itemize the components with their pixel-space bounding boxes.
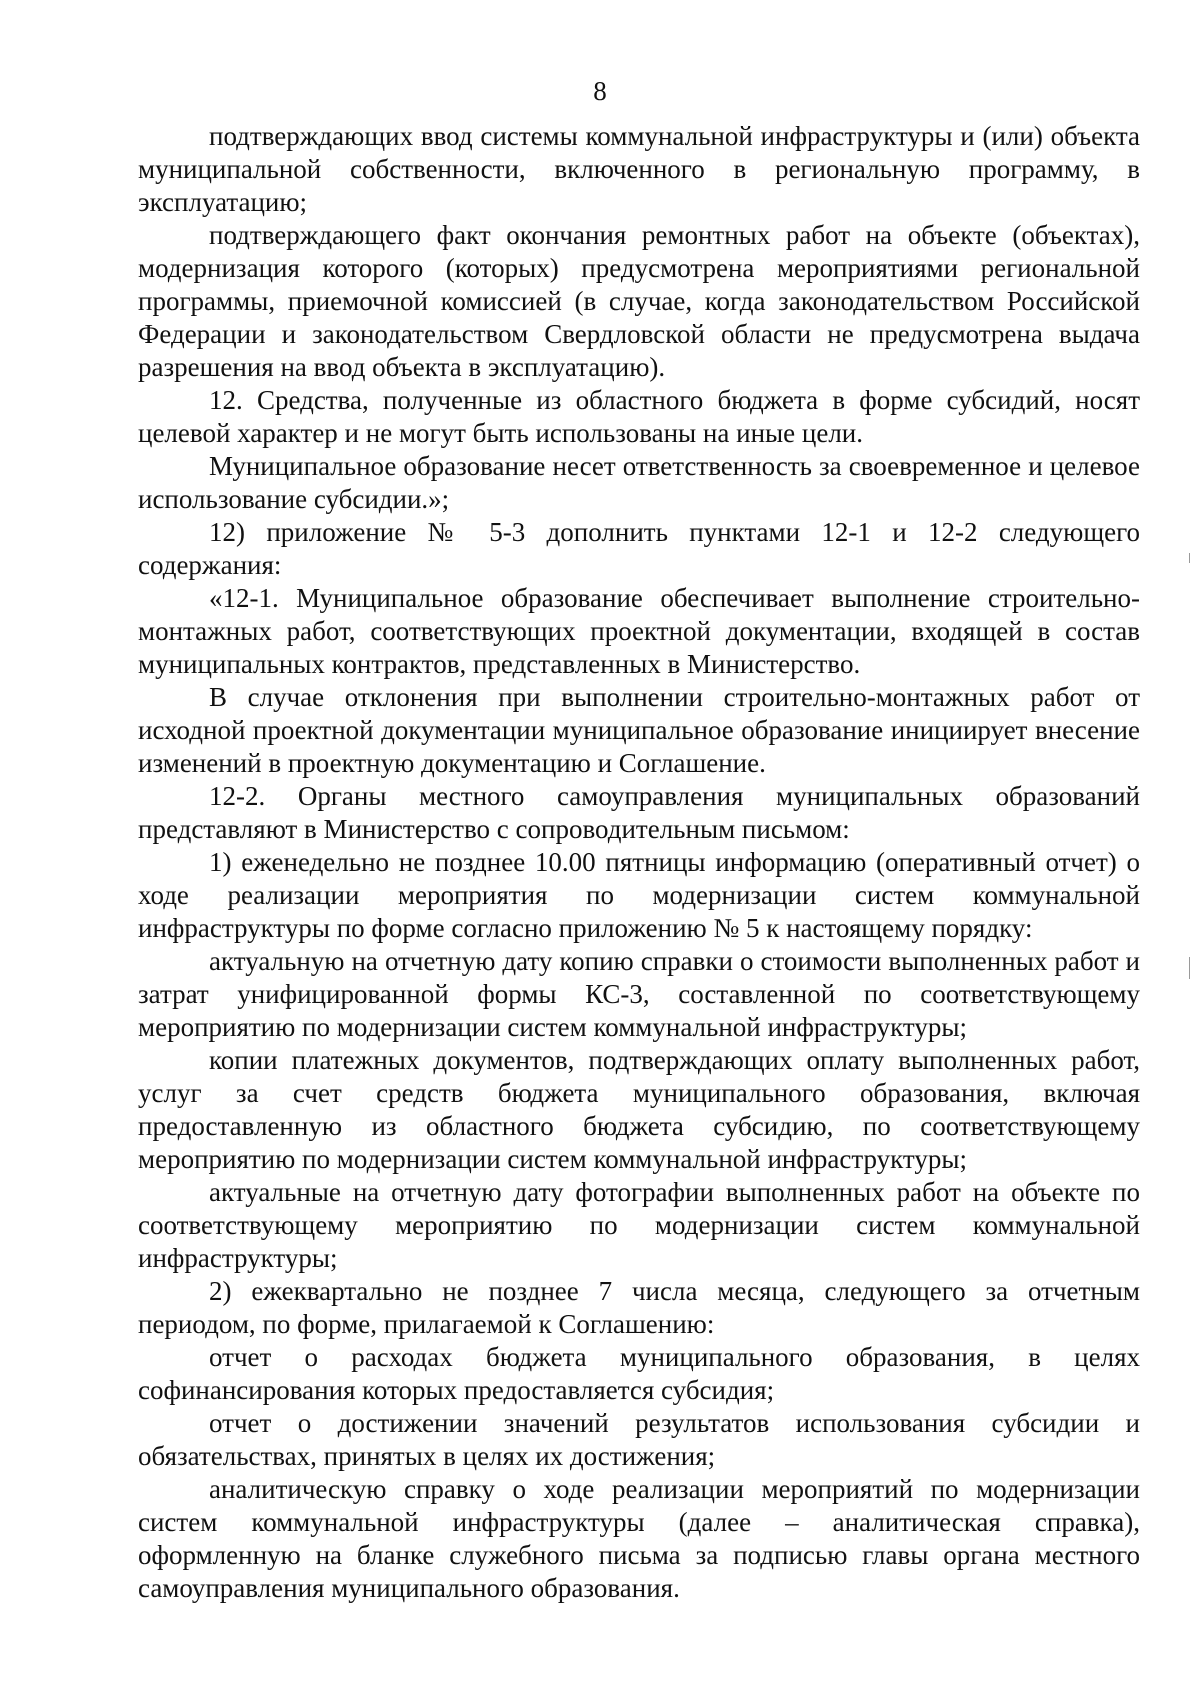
scan-edge-mark [1189, 553, 1190, 563]
paragraph: копии платежных документов, подтверждающих оплату выполненных работ, услуг за счет средств бюджета муниципального образования, включая предоставленную из областного бюджета субсидию, по соответствующему мероприятию по модернизации систем коммунальной инфраструктуры; [138, 1045, 1140, 1174]
paragraph: 12) приложение № 5-3 дополнить пунктами 12-1 и 12-2 следующего содержания: [138, 517, 1140, 580]
paragraph: отчет о достижении значений результатов использования субсидии и обязательствах, принятых в целях их достижения; [138, 1408, 1140, 1471]
paragraph: 12. Средства, полученные из областного бюджета в форме субсидий, носят целевой характер и не могут быть использованы на иные цели. [138, 385, 1140, 448]
document-body [138, 120, 1140, 1605]
paragraph: актуальные на отчетную дату фотографии выполненных работ на объекте по соответствующему мероприятию по модернизации систем коммунальной инфраструктуры; [138, 1177, 1140, 1273]
paragraph: В случае отклонения при выполнении строительно-монтажных работ от исходной проектной документации муниципальное образование инициирует внесение изменений в проектную документацию и Соглашение. [138, 682, 1140, 778]
paragraph: подтверждающего факт окончания ремонтных работ на объекте (объектах), модернизация которого (которых) предусмотрена мероприятиями региональной программы, приемочной комиссией (в случае, когда законодательством Российской Федерации и законодательством Свердловской области не предусмотрена выдача разрешения на ввод объекта в эксплуатацию). [138, 220, 1140, 382]
paragraph: Муниципальное образование несет ответственность за своевременное и целевое использование субсидии.»; [138, 451, 1140, 514]
paragraph: «12-1. Муниципальное образование обеспечивает выполнение строительно-монтажных работ, соответствующих проектной документации, входящей в состав муниципальных контрактов, представленных в Министерство. [138, 583, 1140, 679]
paragraph: 1) еженедельно не позднее 10.00 пятницы информацию (оперативный отчет) о ходе реализации мероприятия по модернизации систем коммунальной инфраструктуры по форме согласно приложению № 5 к настоящему порядку: [138, 847, 1140, 943]
paragraph: 2) ежеквартально не позднее 7 числа месяца, следующего за отчетным периодом, по форме, прилагаемой к Соглашению: [138, 1276, 1140, 1339]
paragraph: отчет о расходах бюджета муниципального образования, в целях софинансирования которых предоставляется субсидия; [138, 1342, 1140, 1405]
paragraph: 12-2. Органы местного самоуправления муниципальных образований представляют в Министерство с сопроводительным письмом: [138, 781, 1140, 844]
paragraph: подтверждающих ввод системы коммунальной инфраструктуры и (или) объекта муниципальной собственности, включенного в региональную программу, в эксплуатацию; [138, 121, 1140, 217]
paragraph: аналитическую справку о ходе реализации мероприятий по модернизации систем коммунальной инфраструктуры (далее – аналитическая справка), оформленную на бланке служебного письма за подписью главы органа местного самоуправления муниципального образования. [138, 1474, 1140, 1603]
paragraph: актуальную на отчетную дату копию справки о стоимости выполненных работ и затрат унифицированной формы КС-3, составленной по соответствующему мероприятию по модернизации систем коммунальной инфраструктуры; [138, 946, 1140, 1042]
page-number: 8 [593, 76, 607, 106]
scan-edge-mark [1189, 957, 1190, 979]
